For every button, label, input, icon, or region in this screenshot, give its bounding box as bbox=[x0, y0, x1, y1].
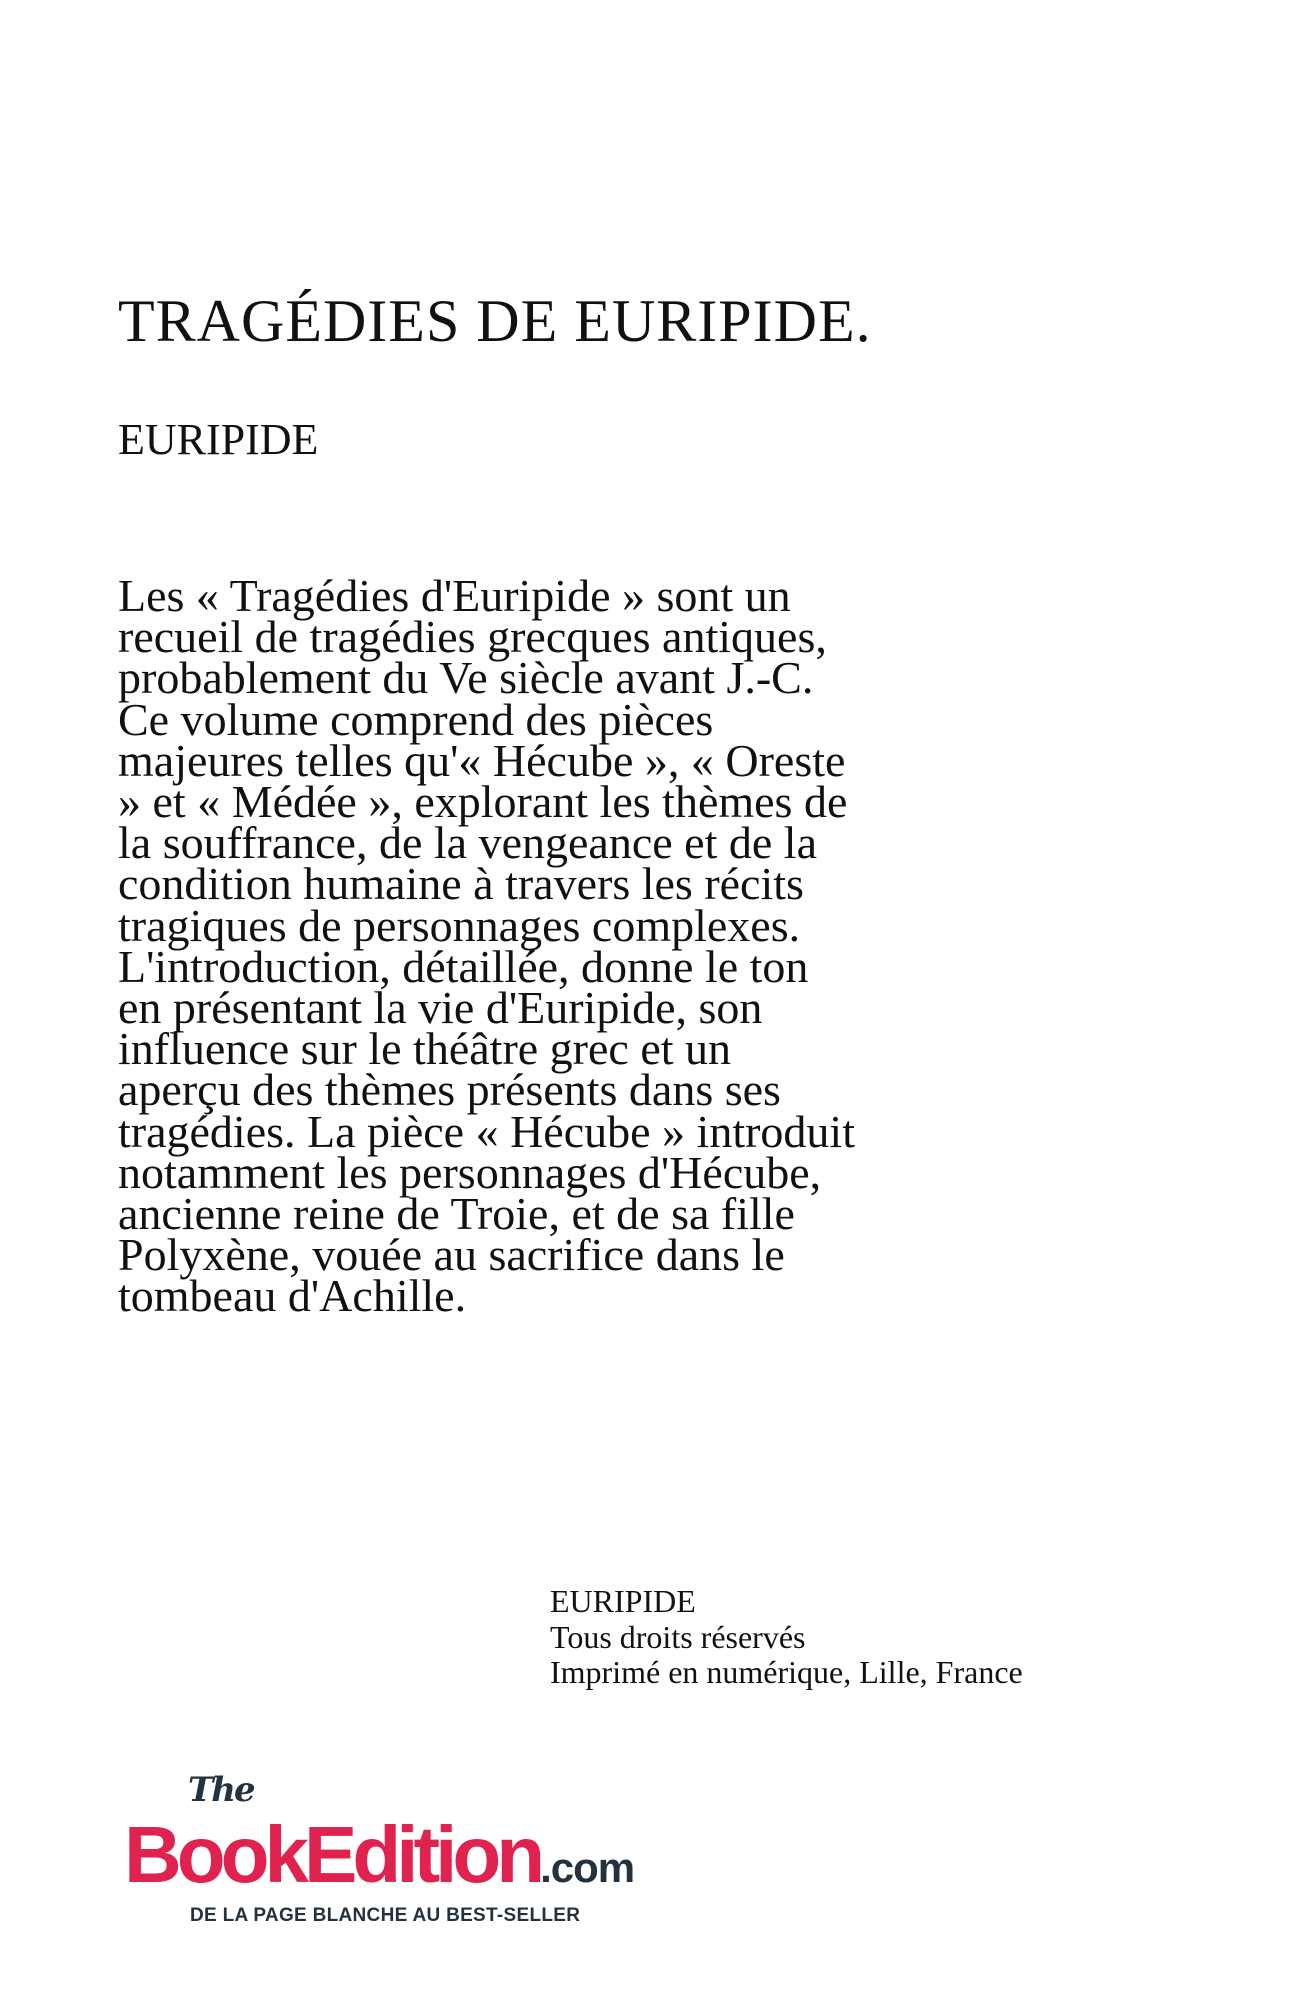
summary-line: notamment les personnages d'Hécube, bbox=[118, 1146, 822, 1198]
summary-line: condition humaine à travers les récits bbox=[118, 858, 804, 910]
logo-tagline: DE LA PAGE BLANCHE AU BEST-SELLER bbox=[190, 1905, 581, 1926]
colophon-printed: Imprimé en numérique, Lille, France bbox=[550, 1654, 1023, 1690]
colophon-author: EURIPIDE bbox=[550, 1583, 696, 1619]
logo-the: The bbox=[188, 1770, 254, 1810]
summary-line: Polyxène, vouée au sacrifice dans le bbox=[118, 1229, 785, 1281]
summary-line: Les « Tragédies d'Euripide » sont un bbox=[118, 570, 791, 621]
summary-line: majeures telles qu'« Hécube », « Oreste bbox=[118, 734, 846, 786]
book-title: TRAGÉDIES DE EURIPIDE. bbox=[118, 288, 872, 354]
summary-line: Ce volume comprend des pièces bbox=[118, 693, 714, 745]
summary-line: tragédies. La pièce « Hécube » introduit bbox=[118, 1105, 855, 1157]
thebookedition-logo bbox=[124, 1770, 764, 1930]
summary-line: ancienne reine de Troie, et de sa fille bbox=[118, 1188, 795, 1240]
summary-line: tombeau d'Achille. bbox=[118, 1270, 467, 1322]
summary-line: la souffrance, de la vengeance et de la bbox=[118, 817, 817, 869]
summary-line: influence sur le théâtre grec et un bbox=[118, 1023, 732, 1075]
summary-line: tragiques de personnages complexes. bbox=[118, 899, 801, 951]
logo-brand bbox=[124, 1812, 634, 1898]
summary-line: recueil de tragédies grecques antiques, bbox=[118, 611, 827, 663]
logo-brand-name: BookEdition bbox=[124, 1810, 541, 1899]
colophon-rights: Tous droits réservés bbox=[550, 1618, 806, 1655]
summary-line: en présentant la vie d'Euripide, son bbox=[118, 982, 763, 1034]
book-author: EURIPIDE bbox=[118, 415, 319, 464]
colophon bbox=[550, 1584, 1023, 1691]
summary-line: L'introduction, détaillée, donne le ton bbox=[118, 940, 809, 992]
book-summary bbox=[118, 570, 855, 1322]
logo-domain: .com bbox=[540, 1844, 635, 1891]
summary-line: » et « Médée », explorant les thèmes de bbox=[118, 776, 848, 828]
summary-line: aperçu des thèmes présents dans ses bbox=[118, 1064, 781, 1116]
summary-line: probablement du Ve siècle avant J.-C. bbox=[118, 652, 814, 704]
